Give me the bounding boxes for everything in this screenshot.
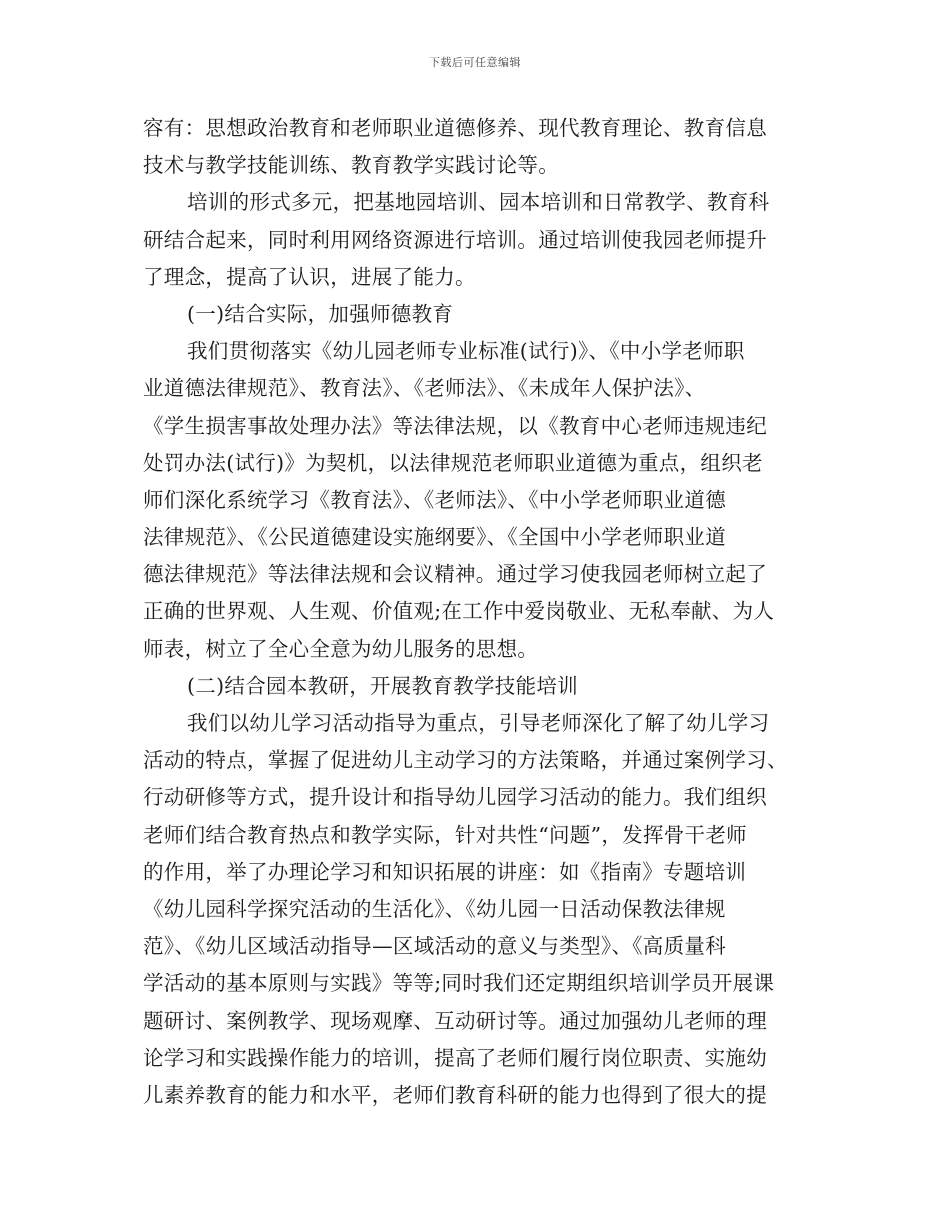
paragraph-line: 处罚办法(试行)》为契机，以法律规范老师职业道德为重点，组织老 bbox=[143, 450, 763, 475]
paragraph-line: 《幼儿园科学探究活动的生活化》、《幼儿园一日活动保教法律规 bbox=[143, 896, 726, 921]
paragraph-first-line: 我们以幼儿学习活动指导为重点，引导老师深化了解了幼儿学习 bbox=[187, 711, 770, 735]
paragraph-line: 技术与教学技能训练、教育教学实践讨论等。 bbox=[143, 153, 559, 178]
paragraph-line: 儿素养教育的能力和水平，老师们教育科研的能力也得到了很大的提 bbox=[143, 1082, 767, 1107]
paragraph-first-line: 我们贯彻落实《幼儿园老师专业标准(试行)》、《中小学老师职 bbox=[187, 339, 745, 364]
paragraph-line: 正确的世界观、人生观、价值观;在工作中爱岗敬业、无私奉献、为人 bbox=[143, 599, 775, 624]
paragraph-line: 的作用，举了办理论学习和知识拓展的讲座：如《指南》专题培训 bbox=[143, 859, 747, 884]
paragraph-line: 范》、《幼儿区域活动指导—区域活动的意义与类型》、《高质量科 bbox=[143, 934, 726, 959]
paragraph-line: 《学生损害事故处理办法》等法律法规，以《教育中心老师违规违纪 bbox=[143, 413, 767, 438]
paragraph-line: 师表，树立了全心全意为幼儿服务的思想。 bbox=[143, 636, 539, 661]
paragraph-line: 了理念，提高了认识，进展了能力。 bbox=[143, 264, 476, 289]
paragraph-line: 德法律规范》等法律法规和会议精神。通过学习使我园老师树立起了 bbox=[143, 562, 767, 587]
paragraph-line: 师们深化系统学习《教育法》、《老师法》、《中小学老师职业道德 bbox=[143, 487, 726, 512]
page-header: 下载后可任意编辑 bbox=[429, 56, 521, 69]
paragraph-first-line: (二)结合园本教研，开展教育教学技能培训 bbox=[187, 673, 578, 698]
paragraph-first-line: (一)结合实际，加强师德教育 bbox=[187, 301, 454, 326]
paragraph-line: 活动的特点，掌握了促进幼儿主动学习的方法策略，并通过案例学习、 bbox=[143, 748, 788, 773]
paragraph-line: 业道德法律规范》、教育法》、《老师法》、《未成年人保护法》、 bbox=[143, 376, 706, 401]
paragraph-line: 研结合起来，同时利用网络资源进行培训。通过培训使我园老师提升 bbox=[143, 227, 767, 252]
paragraph-line: 学活动的基本原则与实践》等等;同时我们还定期组织培训学员开展课 bbox=[143, 971, 775, 996]
document-body bbox=[143, 110, 809, 1114]
paragraph-line: 老师们结合教育热点和教学实际，针对共性“问题”，发挥骨干老师 bbox=[143, 822, 747, 847]
paragraph-first-line: 培训的形式多元，把基地园培训、园本培训和日常教学、教育科 bbox=[187, 190, 770, 215]
paragraph-line: 法律规范》、《公民道德建设实施纲要》、《全国中小学老师职业道 bbox=[143, 525, 726, 550]
paragraph-line: 题研讨、案例教学、现场观摩、互动研讨等。通过加强幼儿老师的理 bbox=[143, 1008, 767, 1033]
paragraph-line: 容有：思想政治教育和老师职业道德修养、现代教育理论、教育信息 bbox=[143, 116, 767, 140]
paragraph-line: 论学习和实践操作能力的培训，提高了老师们履行岗位职责、实施幼 bbox=[143, 1045, 767, 1070]
paragraph-line: 行动研修等方式，提升设计和指导幼儿园学习活动的能力。我们组织 bbox=[143, 785, 767, 810]
